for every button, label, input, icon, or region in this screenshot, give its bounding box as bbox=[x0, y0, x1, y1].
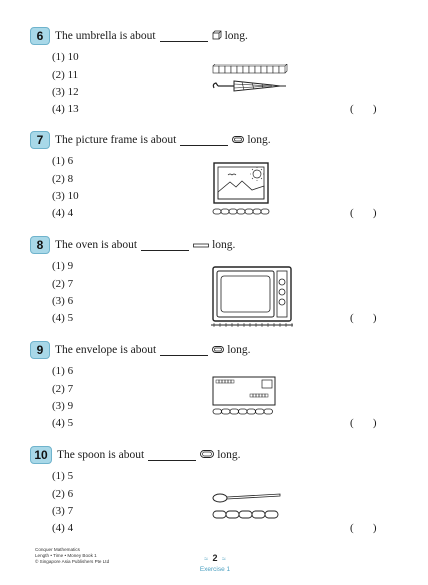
exercise-label: Exercise 1 bbox=[199, 566, 231, 573]
picture-frame-illustration bbox=[212, 162, 272, 225]
option-4[interactable]: (4) 5 bbox=[52, 312, 74, 324]
paper-clip-icon bbox=[232, 134, 244, 146]
question-header bbox=[30, 28, 248, 44]
question-prompt: The umbrella is about bbox=[55, 30, 156, 42]
question-prompt: The picture frame is about bbox=[55, 134, 177, 146]
umbrella-illustration bbox=[212, 64, 292, 101]
option-4[interactable]: (4) 13 bbox=[52, 103, 79, 115]
stick-unit-icon bbox=[193, 239, 209, 251]
answer-blank[interactable] bbox=[160, 345, 208, 356]
paper-clip-icon bbox=[212, 344, 224, 356]
question-8 bbox=[30, 237, 400, 337]
footer-credits bbox=[35, 547, 109, 565]
question-number-badge: 6 bbox=[30, 27, 50, 45]
question-6 bbox=[30, 28, 400, 128]
paper-clip-icon bbox=[200, 449, 214, 461]
answer-parentheses[interactable]: ( ) bbox=[350, 312, 377, 324]
question-number-badge: 8 bbox=[30, 236, 50, 254]
option-1[interactable]: (1) 5 bbox=[52, 470, 74, 482]
footer-series: Conquer Mathematics bbox=[35, 547, 80, 552]
question-prompt: The envelope is about bbox=[55, 344, 157, 356]
answer-parentheses[interactable]: ( ) bbox=[350, 417, 377, 429]
option-4[interactable]: (4) 4 bbox=[52, 522, 74, 534]
decoration-icon: ≈ bbox=[221, 556, 226, 563]
question-suffix: long. bbox=[247, 134, 271, 146]
option-4[interactable]: (4) 5 bbox=[52, 417, 74, 429]
option-1[interactable]: (1) 6 bbox=[52, 155, 74, 167]
question-prompt: The oven is about bbox=[55, 239, 138, 251]
question-suffix: long. bbox=[212, 239, 236, 251]
option-1[interactable]: (1) 9 bbox=[52, 260, 74, 272]
answer-parentheses[interactable]: ( ) bbox=[350, 103, 377, 115]
page-number: 2 bbox=[212, 553, 218, 563]
answer-blank[interactable] bbox=[180, 135, 228, 146]
option-3[interactable]: (3) 7 bbox=[52, 505, 74, 517]
question-text bbox=[55, 30, 248, 43]
question-10 bbox=[30, 447, 400, 547]
question-7 bbox=[30, 132, 400, 232]
question-header bbox=[30, 237, 235, 253]
spoon-illustration bbox=[212, 492, 284, 529]
question-number-badge: 9 bbox=[30, 341, 50, 359]
option-1[interactable]: (1) 6 bbox=[52, 365, 74, 377]
option-1[interactable]: (1) 10 bbox=[52, 51, 79, 63]
option-2[interactable]: (2) 7 bbox=[52, 278, 74, 290]
question-suffix: long. bbox=[227, 344, 251, 356]
option-4[interactable]: (4) 4 bbox=[52, 207, 74, 219]
question-suffix: long. bbox=[217, 449, 241, 461]
option-3[interactable]: (3) 10 bbox=[52, 190, 79, 202]
envelope-illustration bbox=[212, 376, 276, 421]
question-9 bbox=[30, 342, 400, 442]
option-2[interactable]: (2) 7 bbox=[52, 383, 74, 395]
footer-book: Length • Time • Money Book 1 bbox=[35, 553, 97, 558]
question-text bbox=[57, 449, 241, 461]
question-header bbox=[30, 447, 241, 463]
question-number-badge: 7 bbox=[30, 131, 50, 149]
question-text bbox=[55, 134, 271, 146]
option-2[interactable]: (2) 6 bbox=[52, 488, 74, 500]
question-header bbox=[30, 132, 271, 148]
question-number-badge: 10 bbox=[30, 446, 52, 464]
answer-blank[interactable] bbox=[141, 240, 189, 251]
option-3[interactable]: (3) 12 bbox=[52, 86, 79, 98]
question-prompt: The spoon is about bbox=[57, 449, 145, 461]
answer-blank[interactable] bbox=[148, 450, 196, 461]
page-number-block bbox=[195, 548, 235, 573]
answer-parentheses[interactable]: ( ) bbox=[350, 207, 377, 219]
answer-parentheses[interactable]: ( ) bbox=[350, 522, 377, 534]
option-3[interactable]: (3) 9 bbox=[52, 400, 74, 412]
decoration-icon: ≈ bbox=[204, 556, 209, 563]
question-header bbox=[30, 342, 251, 358]
question-text bbox=[55, 344, 251, 356]
answer-blank[interactable] bbox=[160, 31, 208, 42]
footer-copyright: © Singapore Asia Publishers Pte Ltd bbox=[35, 559, 110, 564]
option-2[interactable]: (2) 8 bbox=[52, 173, 74, 185]
cube-unit-icon bbox=[212, 30, 222, 43]
question-suffix: long. bbox=[224, 30, 248, 42]
option-2[interactable]: (2) 11 bbox=[52, 69, 79, 81]
option-3[interactable]: (3) 6 bbox=[52, 295, 74, 307]
question-text bbox=[55, 239, 235, 251]
oven-illustration bbox=[210, 265, 294, 334]
